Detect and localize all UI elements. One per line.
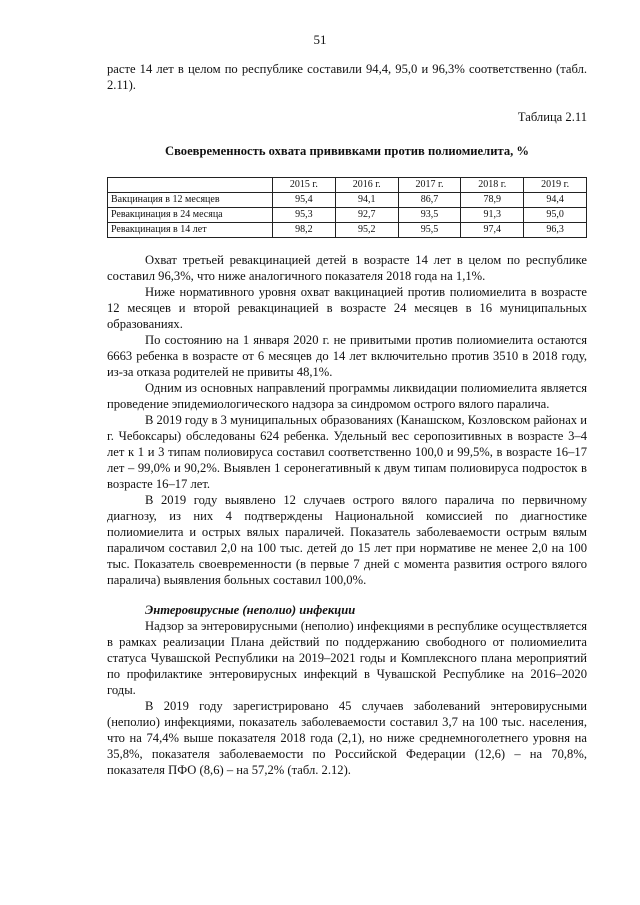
table-label: Таблица 2.11	[517, 110, 587, 124]
table-cell: 92,7	[335, 208, 398, 223]
table-cell: 98,2	[273, 223, 336, 238]
table-cell: 91,3	[461, 208, 524, 223]
body-paragraph: В 2019 году в 3 муниципальных образованиях (Канашском, Козловском районах и г. Чебоксары) обследованы 624 ребенка. Удельный вес серопозитивных в возрасте 3–4 лет к 1 и 3 типам полиовируса составил соответственно 100,0 и 99,5%, в возрасте 16–17 лет – 99,0% и 90,2%. Выявлен 1 серонегативный к двум типам полиовируса подросток в возрасте 16–17 лет.	[107, 413, 587, 491]
table-header-cell: 2018 г.	[461, 178, 524, 193]
table-cell: 94,1	[335, 193, 398, 208]
table-cell: 95,4	[273, 193, 336, 208]
table-row-label: Ревакцинация в 24 месяца	[108, 208, 273, 223]
table-cell: 97,4	[461, 223, 524, 238]
table-header-row	[108, 178, 587, 193]
table-header-cell	[108, 178, 273, 193]
table-row	[108, 193, 587, 208]
vaccination-table	[107, 177, 587, 238]
table-row-label: Вакцинация в 12 месяцев	[108, 193, 273, 208]
table-cell: 96,3	[524, 223, 587, 238]
table-cell: 95,5	[398, 223, 461, 238]
section-paragraph: В 2019 году зарегистрировано 45 случаев заболеваний энтеровирусными (неполио) инфекциями, показатель заболеваемости составил 3,7 на 100 тыс. населения, что на 74,4% выше показателя 2018 года (2,1), но ниже среднемноголетнего уровня на 35,8%, показателя заболеваемости по Российской Федерации (12,6) – на 70,8%, показателя ПФО (8,6) – на 57,2% (табл. 2.12).	[107, 699, 587, 777]
body-paragraph: Охват третьей ревакцинацией детей в возрасте 14 лет в целом по республике составил 96,3%, что ниже аналогичного показателя 2018 года на 1,1%.	[107, 253, 587, 283]
table-row-label: Ревакцинация в 14 лет	[108, 223, 273, 238]
table-cell: 93,5	[398, 208, 461, 223]
section-paragraph: Надзор за энтеровирусными (неполио) инфекциями в республике осуществляется в рамках реализации Плана действий по поддержанию свободного от полиомиелита статуса Чувашской Республики на 2019–2021 годы и Комплексного плана мероприятий по профилактике энтеровирусных инфекций в Чувашской Республике на 2016–2020 годы.	[107, 619, 587, 697]
page-content	[107, 61, 587, 778]
body-paragraph: В 2019 году выявлено 12 случаев острого вялого паралича по первичному диагнозу, из них 4 подтверждены Национальной комиссией по диагностике полиомиелита и острых вялых параличей. Показатель заболеваемости острым вялым параличом составил 2,0 на 100 тыс. детей до 15 лет при нормативе не менее 2,0 на 100 тыс. Показатель своевременности (в первые 7 дней с момента развития острого вялого паралича) выявления больных составил 100,0%.	[107, 493, 587, 587]
table-header-cell: 2019 г.	[524, 178, 587, 193]
intro-paragraph: расте 14 лет в целом по республике составили 94,4, 95,0 и 96,3% соответственно (табл. 2.11).	[107, 62, 587, 92]
section-heading: Энтеровирусные (неполио) инфекции	[145, 603, 356, 617]
body-paragraph: Ниже нормативного уровня охват вакцинацией против полиомиелита в возрасте 12 месяцев и второй ревакцинацией в возрасте 24 месяцев в 16 муниципальных образованиях.	[107, 285, 587, 331]
body-paragraph: По состоянию на 1 января 2020 г. не привитыми против полиомиелита остаются 6663 ребенка в возрасте от 6 месяцев до 14 лет включительно против 3510 в 2018 году, из-за отказа родителей не привиты 48,1%.	[107, 333, 587, 379]
table-header-cell: 2016 г.	[335, 178, 398, 193]
page-number: 51	[313, 32, 327, 47]
table-cell: 78,9	[461, 193, 524, 208]
table-cell: 95,2	[335, 223, 398, 238]
table-cell: 94,4	[524, 193, 587, 208]
table-title: Своевременность охвата прививками против полиомиелита, %	[164, 144, 530, 158]
table-row	[108, 208, 587, 223]
table-cell: 86,7	[398, 193, 461, 208]
table-header-cell: 2017 г.	[398, 178, 461, 193]
table-header-cell: 2015 г.	[273, 178, 336, 193]
table-cell: 95,0	[524, 208, 587, 223]
table-row	[108, 223, 587, 238]
body-paragraph: Одним из основных направлений программы ликвидации полиомиелита является проведение эпидемиологического надзора за синдромом острого вялого паралича.	[107, 381, 587, 411]
table-cell: 95,3	[273, 208, 336, 223]
